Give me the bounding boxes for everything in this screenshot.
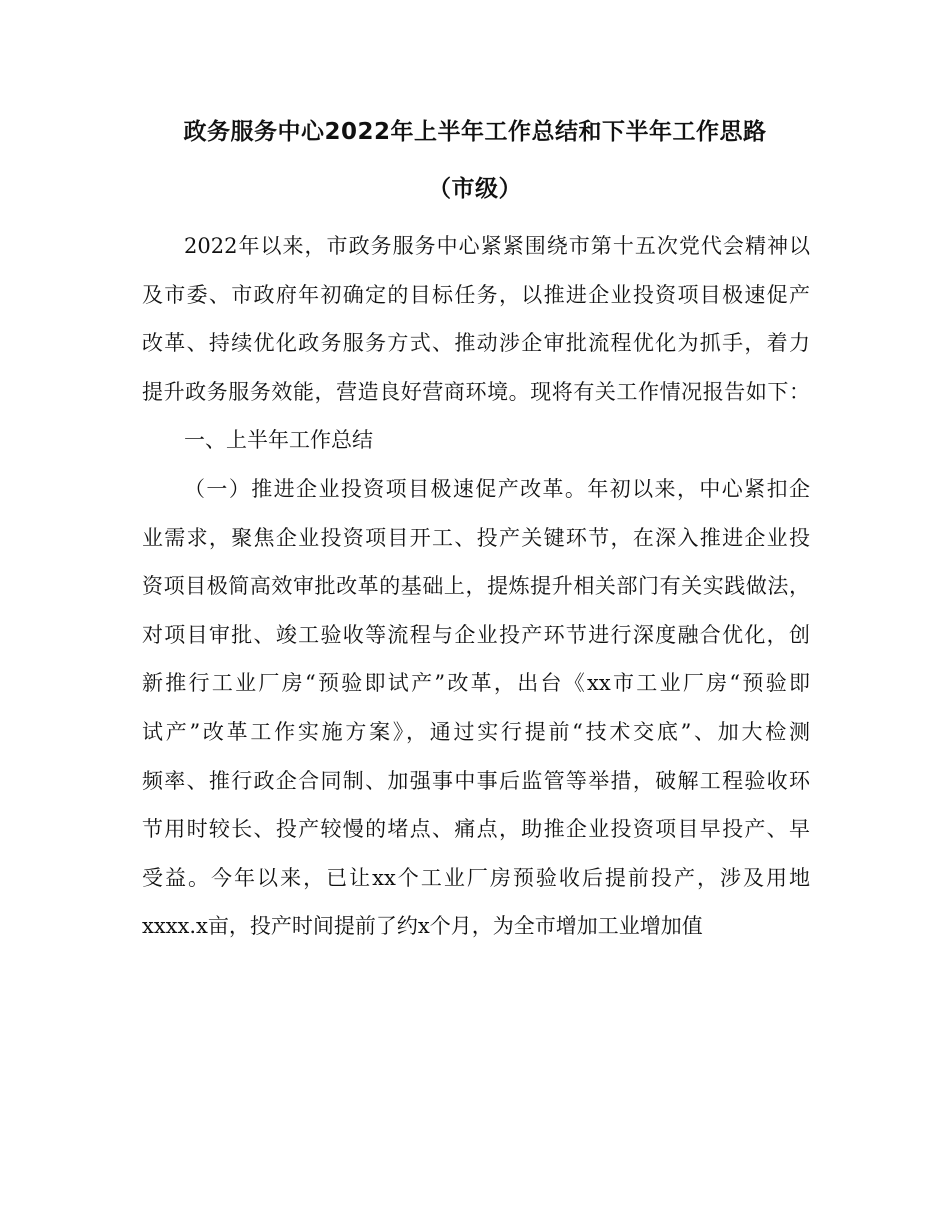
section-heading: 一、上半年工作总结 (184, 428, 373, 453)
paragraph-line: xxxx.x亩，投产时间提前了约x个月，为全市增加工业增加值 (142, 914, 703, 939)
paragraph-line: 频率、推行政企合同制、加强事中事后监管等举措，破解工程验收环 (142, 768, 810, 793)
paragraph-line: 试产”改革工作实施方案》，通过实行提前“技术交底”、加大检测 (142, 719, 810, 744)
paragraph-line: （一）推进企业投资项目极速促产改革。年初以来，中心紧扣企 (184, 476, 810, 501)
paragraph-line: 受益。今年以来，已让xx个工业厂房预验收后提前投产，涉及用地 (142, 865, 810, 890)
paragraph-line: 及市委、市政府年初确定的目标任务，以推进企业投资项目极速促产 (142, 282, 810, 307)
document-subtitle: （市级） (428, 176, 522, 202)
document-body (142, 222, 810, 951)
paragraph-line: 改革、持续优化政务服务方式、推动涉企审批流程优化为抓手，着力 (142, 331, 810, 356)
document-title: 政务服务中心2022年上半年工作总结和下半年工作思路 (183, 119, 767, 145)
paragraph-line: 2022年以来，市政务服务中心紧紧围绕市第十五次党代会精神以 (184, 234, 810, 258)
paragraph-line: 对项目审批、竣工验收等流程与企业投产环节进行深度融合优化，创 (142, 622, 810, 647)
paragraph-line: 资项目极简高效审批改革的基础上，提炼提升相关部门有关实践做法， (142, 574, 810, 599)
paragraph-line: 新推行工业厂房“预验即试产”改革，出台《xx市工业厂房“预验即 (142, 671, 810, 696)
paragraph-line: 节用时较长、投产较慢的堵点、痛点，助推企业投资项目早投产、早 (142, 817, 810, 842)
paragraph-line: 提升政务服务效能，营造良好营商环境。现将有关工作情况报告如下： (142, 379, 810, 404)
paragraph-line: 业需求，聚焦企业投资项目开工、投产关键环节，在深入推进企业投 (142, 525, 810, 550)
